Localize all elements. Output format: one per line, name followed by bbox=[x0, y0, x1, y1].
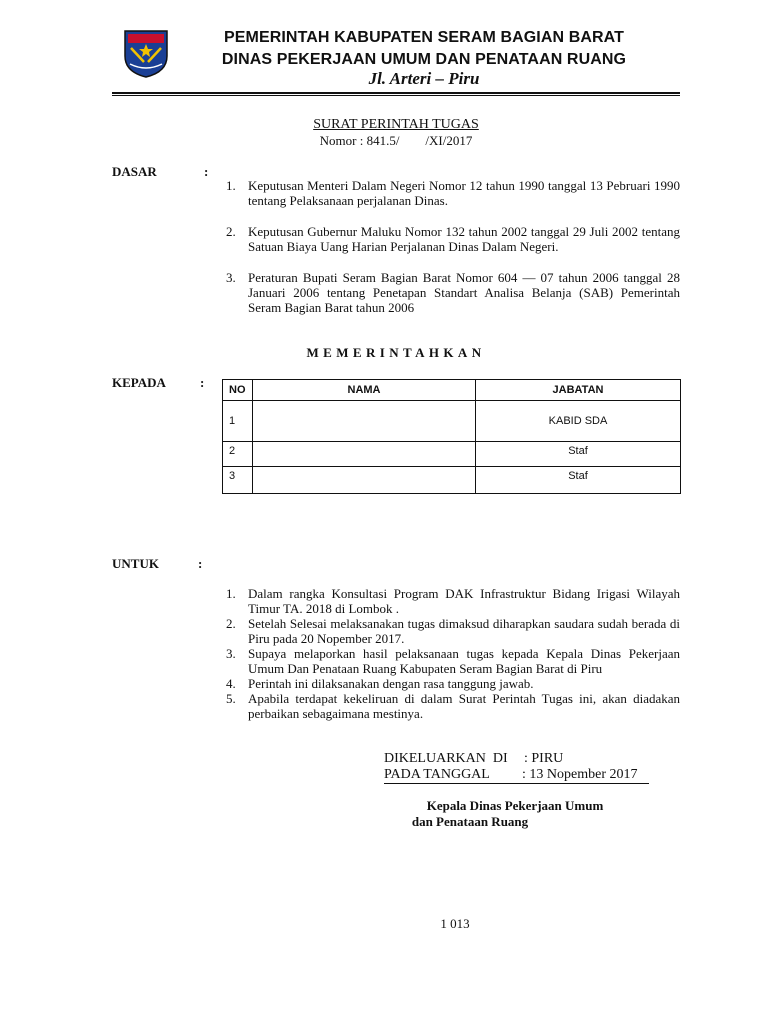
list-item: 2. Keputusan Gubernur Maluku Nomor 132 tahun 2002 tanggal 29 Juli 2002 tentang Satuan Biaya Uang Harian Perjalanan Dinas Dalam Negeri. bbox=[226, 224, 680, 254]
issued-underline bbox=[384, 783, 649, 784]
dasar-label: DASAR bbox=[112, 164, 157, 179]
assignee-table bbox=[222, 379, 681, 494]
table-header-row bbox=[223, 380, 681, 401]
column-header-jabatan: JABATAN bbox=[476, 380, 681, 401]
untuk-label: UNTUK bbox=[112, 556, 159, 571]
column-header-no: NO bbox=[223, 380, 253, 401]
dasar-colon: : bbox=[204, 164, 209, 179]
list-item: 1. Keputusan Menteri Dalam Negeri Nomor 12 tahun 1990 tanggal 13 Pebruari 1990 tentang Pelaksanaan perjalanan Dinas. bbox=[226, 178, 680, 208]
list-item: 5. Apabila terdapat kekeliruan di dalam Surat Perintah Tugas ini, akan diadakan perbaikan sebagaimana mestinya. bbox=[226, 691, 680, 721]
untuk-list bbox=[226, 586, 680, 721]
header-address: Jl. Arteri – Piru bbox=[368, 69, 480, 88]
cell-jabatan: Staf bbox=[476, 442, 681, 467]
list-item: 2. Setelah Selesai melaksanakan tugas dimaksud diharapkan saudara sudah berada di Piru pada 20 Nopember 2017. bbox=[226, 616, 680, 646]
untuk-colon: : bbox=[198, 556, 203, 571]
table-row bbox=[223, 442, 681, 467]
list-item: 3. Supaya melaporkan hasil pelaksanaan tugas kepada Kepala Dinas Pekerjaan Umum Dan Penataan Ruang Kabupaten Seram Bagian Barat di Piru bbox=[226, 646, 680, 676]
document-title: SURAT PERINTAH TUGAS bbox=[313, 117, 479, 132]
cell-nama bbox=[253, 467, 476, 494]
list-item: 1. Dalam rangka Konsultasi Program DAK Infrastruktur Bidang Irigasi Wilayah Timur TA. 2018 di Lombok . bbox=[226, 586, 680, 616]
header-divider-thin bbox=[112, 95, 680, 96]
kepada-label: KEPADA bbox=[112, 375, 166, 390]
kepada-colon: : bbox=[200, 375, 205, 390]
issued-date-value: : 13 Nopember 2017 bbox=[522, 767, 638, 782]
table-row bbox=[223, 401, 681, 442]
table-row bbox=[223, 467, 681, 494]
document-number: Nomor : 841.5/ /XI/2017 bbox=[319, 133, 473, 148]
list-item: 4. Perintah ini dilaksanakan dengan rasa tanggung jawab. bbox=[226, 676, 534, 691]
cell-no: 1 bbox=[223, 401, 253, 442]
issued-date-label: PADA TANGGAL bbox=[384, 767, 490, 782]
dasar-list bbox=[226, 178, 680, 315]
cell-jabatan: Staf bbox=[476, 467, 681, 494]
page-number: 1 013 bbox=[440, 916, 470, 931]
header-department: DINAS PEKERJAAN UMUM DAN PENATAAN RUANG bbox=[221, 51, 627, 68]
header-government: PEMERINTAH KABUPATEN SERAM BAGIAN BARAT bbox=[223, 29, 625, 46]
issued-at-value: : PIRU bbox=[524, 751, 564, 766]
list-item: 3. Peraturan Bupati Seram Bagian Barat Nomor 604 –– 07 tahun 2006 tanggal 28 Januari 2006 tentang Penetapan Standart Analisa Belanja (SAB) Pemerintah Seram Bagian Barat tahun 2006 bbox=[226, 270, 680, 315]
cell-nama bbox=[253, 442, 476, 467]
cell-no: 3 bbox=[223, 467, 253, 494]
cell-no: 2 bbox=[223, 442, 253, 467]
signatory-title-line1: Kepala Dinas Pekerjaan Umum bbox=[426, 798, 604, 813]
signatory-title-line2: dan Penataan Ruang bbox=[411, 814, 529, 829]
cell-jabatan: KABID SDA bbox=[476, 401, 681, 442]
issued-at-label: DIKELUARKAN DI bbox=[384, 751, 508, 766]
column-header-nama: NAMA bbox=[253, 380, 476, 401]
cell-nama bbox=[253, 401, 476, 442]
memerintahkan-heading: MEMERINTAHKAN bbox=[306, 345, 486, 360]
header-divider-thick bbox=[112, 92, 680, 94]
